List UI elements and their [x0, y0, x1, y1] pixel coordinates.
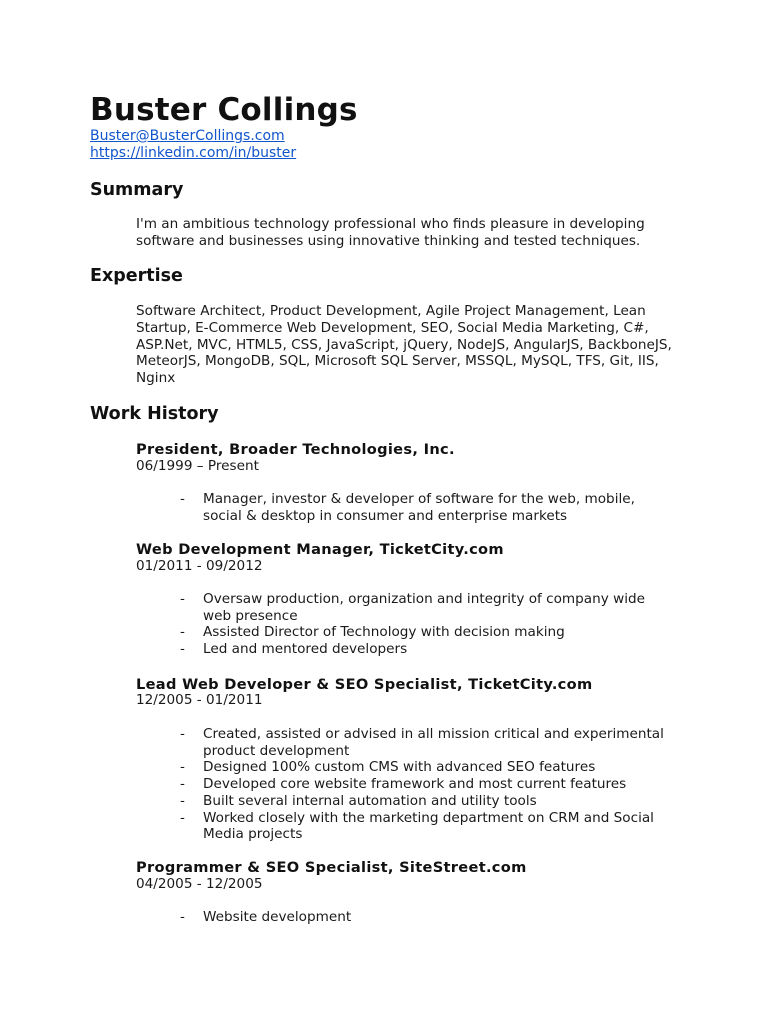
job-bullet [180, 624, 660, 641]
bullet-dash: - [180, 624, 185, 641]
job-bullets [180, 491, 650, 524]
job-bullet [180, 491, 650, 524]
job-bullets [180, 726, 680, 843]
bullet-text: Worked closely with the marketing department on CRM and Social Media projects [203, 809, 654, 843]
bullet-dash: - [180, 759, 185, 776]
bullet-text: Built several internal automation and utility tools [203, 792, 537, 809]
job-dates: 12/2005 - 01/2011 [136, 692, 263, 708]
summary-text: I'm an ambitious technology professional who finds pleasure in developing software and businesses using innovative thinking and tested techniques. [136, 216, 645, 249]
job-title: Programmer & SEO Specialist, SiteStreet.com [136, 859, 527, 876]
linkedin-link[interactable]: https://linkedin.com/in/buster [90, 145, 297, 161]
bullet-text: Oversaw production, organization and integrity of company wide web presence [203, 591, 645, 624]
job-bullet [180, 591, 660, 624]
bullet-dash: - [180, 491, 185, 507]
bullet-dash: - [180, 726, 185, 742]
bullet-dash: - [180, 641, 185, 658]
job-title: Lead Web Developer & SEO Specialist, TicketCity.com [136, 676, 593, 693]
expertise-heading: Expertise [90, 266, 183, 286]
bullet-dash: - [180, 591, 185, 607]
bullet-text: Manager, investor & developer of software for the web, mobile, social & desktop in consumer and enterprise markets [203, 491, 635, 524]
summary-heading: Summary [90, 180, 184, 200]
bullet-dash: - [180, 909, 185, 925]
job-bullet [180, 810, 680, 843]
bullet-dash: - [180, 776, 185, 793]
job-title: President, Broader Technologies, Inc. [136, 441, 455, 458]
expertise-text: Software Architect, Product Development, Agile Project Management, Lean Startup, E-Commerce Web Development, SEO, Social Media Marketing, C#, ASP.Net, MVC, HTML5, CSS, JavaScript, jQuery, NodeJS, AngularJS, BackboneJS, MeteorJS, MongoDB, SQL, Microsoft SQL Server, MSSQL, MySQL, TFS, Git, IIS, Nginx [136, 303, 672, 387]
bullet-text: Website development [203, 909, 352, 925]
job-bullet [180, 641, 660, 658]
job-bullet [180, 793, 680, 810]
email-link[interactable]: Buster@BusterCollings.com [90, 128, 285, 144]
candidate-name: Buster Collings [90, 92, 358, 128]
job-bullets [180, 909, 680, 926]
job-dates: 04/2005 - 12/2005 [136, 876, 263, 892]
job-bullet [180, 909, 680, 926]
bullet-dash: - [180, 809, 185, 826]
job-bullet [180, 759, 680, 776]
work-history-heading: Work History [90, 404, 219, 424]
job-bullet [180, 776, 680, 793]
job-bullet [180, 726, 680, 759]
bullet-text: Designed 100% custom CMS with advanced SEO features [203, 759, 596, 776]
job-dates: 06/1999 – Present [136, 458, 259, 474]
bullet-dash: - [180, 792, 185, 809]
bullet-text: Developed core website framework and most current features [203, 776, 627, 793]
job-title: Web Development Manager, TicketCity.com [136, 541, 504, 558]
job-dates: 01/2011 - 09/2012 [136, 558, 263, 574]
job-bullets [180, 591, 660, 658]
bullet-text: Led and mentored developers [203, 641, 408, 658]
bullet-text: Created, assisted or advised in all mission critical and experimental product development [203, 726, 664, 759]
bullet-text: Assisted Director of Technology with decision making [203, 624, 565, 641]
